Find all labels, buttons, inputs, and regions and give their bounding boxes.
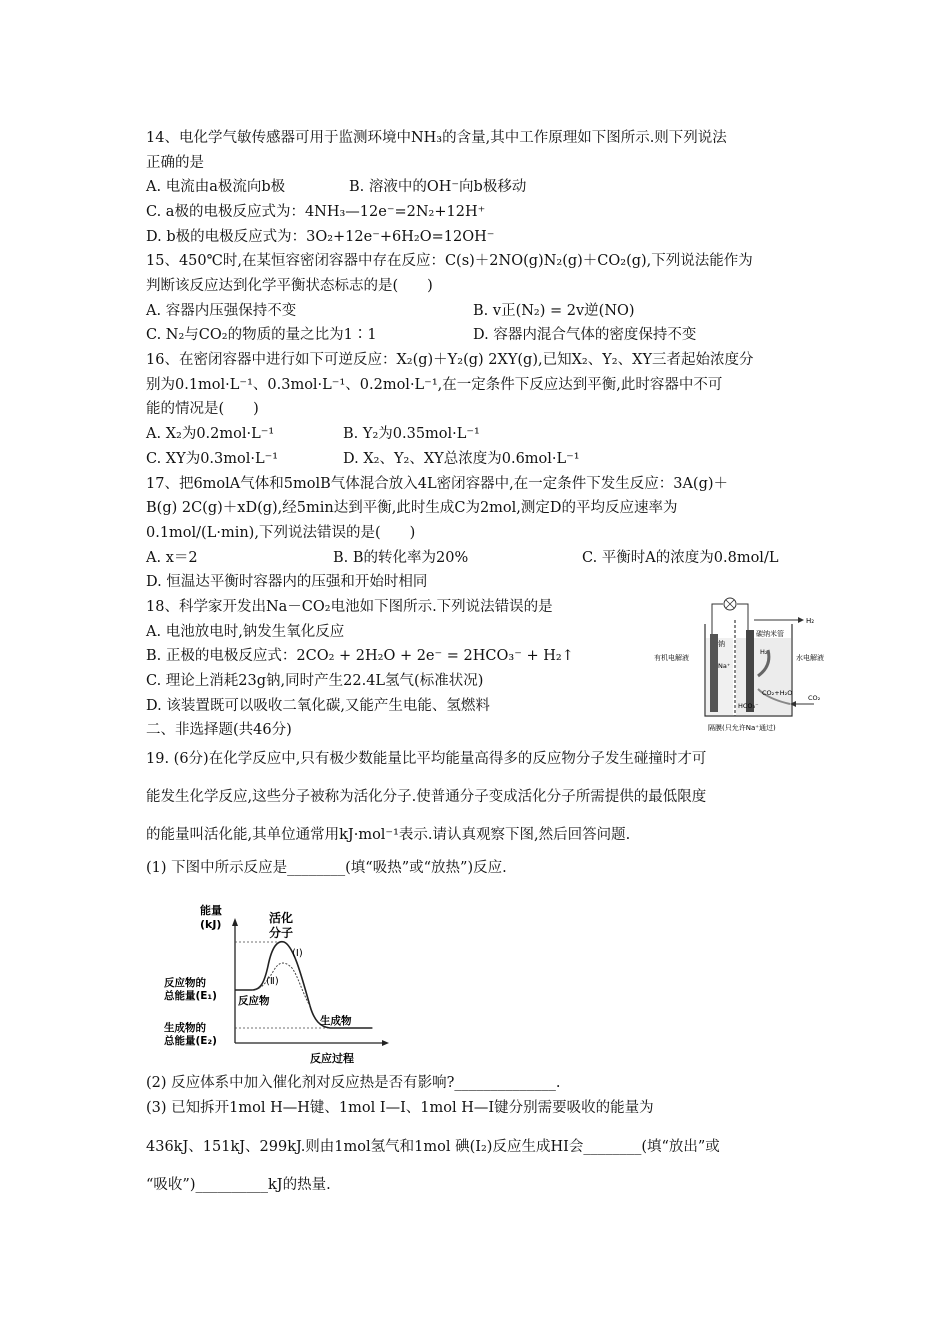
q15-option-b: B. v正(N₂) = 2v逆(NO) bbox=[473, 303, 635, 319]
q19-sub2: (2) 反应体系中加入催化剂对反应热是否有影响?______________. bbox=[146, 1075, 561, 1091]
q17-option-d: D. 恒温达平衡时容器内的压强和开始时相同 bbox=[146, 574, 428, 590]
q14-option-a: A. 电流由a极流向b极 bbox=[146, 179, 286, 195]
fig-hco3: HCO₃⁻ bbox=[738, 702, 759, 710]
q14-option-c: C. a极的电极反应式为：4NH₃—12e⁻=2N₂+12H⁺ bbox=[146, 204, 486, 220]
na-co2-battery-diagram bbox=[650, 594, 830, 740]
q16-stem-line2: 别为0.1mol·L⁻¹、0.3mol·L⁻¹、0.2mol·L⁻¹,在一定条件下反应达到平衡,此时容器中不可 bbox=[146, 377, 723, 393]
q15-option-d: D. 容器内混合气体的密度保持不变 bbox=[473, 327, 697, 343]
q14-stem-line2: 正确的是 bbox=[146, 155, 204, 171]
q15-option-a: A. 容器内压强保持不变 bbox=[146, 303, 297, 319]
fig-activated-2: 分子 bbox=[269, 926, 294, 940]
q17-stem-line2: B(g) 2C(g)＋xD(g),经5min达到平衡,此时生成C为2mol,测定D的平均反应速率为 bbox=[146, 500, 678, 516]
q18-option-d: D. 该装置既可以吸收二氧化碳,又能产生电能、氢燃料 bbox=[146, 698, 490, 714]
q19-line2: 能发生化学反应,这些分子被称为活化分子.使普通分子变成活化分子所需提供的最低限度 bbox=[146, 789, 707, 805]
fig-y-axis-2: (kJ) bbox=[200, 918, 222, 931]
fig-left-label: 有机电解液 bbox=[654, 654, 689, 662]
fig-co2-h2o: CO₂+H₂O bbox=[762, 689, 793, 697]
q14-option-b: B. 溶液中的OH⁻向b极移动 bbox=[349, 179, 527, 195]
fig-product-total-2: 总能量(E₂) bbox=[164, 1035, 217, 1047]
fig-tube: 碳纳米管 bbox=[756, 630, 784, 638]
q19-sub3-line2: 436kJ、151kJ、299kJ.则由1mol氢气和1mol 碘(I₂)反应生成HI会________(填“放出”或 bbox=[146, 1139, 720, 1155]
q19-line3: 的能量叫活化能,其单位通常用kJ·mol⁻¹表示.请认真观察下图,然后回答问题. bbox=[146, 827, 631, 843]
fig-na-ion: Na⁺ bbox=[718, 662, 731, 670]
fig-right-label: 水电解液 bbox=[796, 654, 824, 662]
energy-profile-diagram bbox=[160, 896, 390, 1068]
q15-stem-line1: 15、450℃时,在某恒容密闭容器中存在反应：C(s)＋2NO(g)N₂(g)＋CO₂(g),下列说法能作为 bbox=[146, 253, 753, 269]
q15-option-c: C. N₂与CO₂的物质的量之比为1∶1 bbox=[146, 327, 377, 343]
fig-curve-2: (Ⅱ) bbox=[266, 976, 279, 987]
fig-reactant-total-1: 反应物的 bbox=[164, 977, 206, 989]
q16-stem-line3: 能的情况是( ) bbox=[146, 401, 259, 417]
q18-option-a: A. 电池放电时,钠发生氧化反应 bbox=[146, 624, 345, 640]
fig-co2: CO₂ bbox=[808, 694, 821, 702]
q19-sub3-line3: “吸收”)__________kJ的热量. bbox=[146, 1177, 331, 1193]
fig-reactant: 反应物 bbox=[238, 995, 270, 1007]
fig-reactant-total-2: 总能量(E₁) bbox=[164, 990, 217, 1002]
q16-option-b: B. Y₂为0.35mol·L⁻¹ bbox=[343, 426, 480, 442]
q17-stem-line3: 0.1mol/(L·min),下列说法错误的是( ) bbox=[146, 525, 416, 541]
section-2-heading: 二、非选择题(共46分) bbox=[146, 722, 292, 738]
fig-curve-1: (Ⅰ) bbox=[292, 948, 303, 959]
q16-option-a: A. X₂为0.2mol·L⁻¹ bbox=[146, 426, 275, 442]
fig-y-axis-1: 能量 bbox=[200, 904, 222, 917]
q19-sub3-line1: (3) 已知拆开1mol H—H键、1mol I—I、1mol H—I键分别需要吸收的能量为 bbox=[146, 1100, 654, 1116]
q16-stem-line1: 16、在密闭容器中进行如下可逆反应：X₂(g)＋Y₂(g) 2XY(g),已知X₂、Y₂、XY三者起始浓度分 bbox=[146, 352, 754, 368]
fig-activated-1: 活化 bbox=[269, 911, 294, 925]
fig-h2-out: H₂ bbox=[806, 617, 815, 625]
q18-option-b: B. 正极的电极反应式：2CO₂ + 2H₂O + 2e⁻ = 2HCO₃⁻ + H₂↑ bbox=[146, 648, 574, 664]
q19-sub1: (1) 下图中所示反应是________(填“吸热”或“放热”)反应. bbox=[146, 860, 507, 876]
q17-option-b: B. B的转化率为20% bbox=[333, 550, 469, 566]
q17-option-a: A. x＝2 bbox=[146, 550, 198, 566]
fig-na: 钠 bbox=[718, 640, 725, 648]
q19-line1: 19. (6分)在化学反应中,只有极少数能量比平均能量高得多的反应物分子发生碰撞时才可 bbox=[146, 751, 707, 767]
q16-option-d: D. X₂、Y₂、XY总浓度为0.6mol·L⁻¹ bbox=[343, 451, 580, 467]
fig-x-axis: 反应过程 bbox=[310, 1052, 354, 1065]
q17-option-c: C. 平衡时A的浓度为0.8mol/L bbox=[582, 550, 779, 566]
q15-stem-line2: 判断该反应达到化学平衡状态标志的是( ) bbox=[146, 278, 433, 294]
fig-product: 生成物 bbox=[320, 1015, 352, 1027]
q16-option-c: C. XY为0.3mol·L⁻¹ bbox=[146, 451, 279, 467]
q17-stem-line1: 17、把6molA气体和5molB气体混合放入4L密闭容器中,在一定条件下发生反应：3A(g)＋ bbox=[146, 476, 729, 492]
q18-option-c: C. 理论上消耗23g钠,同时产生22.4L氢气(标准状况) bbox=[146, 673, 484, 689]
fig-h2-inner: H₂ bbox=[760, 648, 768, 656]
q18-stem: 18、科学家开发出Na－CO₂电池如下图所示.下列说法错误的是 bbox=[146, 599, 553, 615]
fig-product-total-1: 生成物的 bbox=[164, 1022, 206, 1034]
fig-membrane: 隔膜(只允许Na⁺通过) bbox=[708, 724, 776, 732]
q14-option-d: D. b极的电极反应式为：3O₂+12e⁻+6H₂O=12OH⁻ bbox=[146, 229, 495, 245]
q14-stem-line1: 14、电化学气敏传感器可用于监测环境中NH₃的含量,其中工作原理如下图所示.则下列说法 bbox=[146, 130, 727, 146]
